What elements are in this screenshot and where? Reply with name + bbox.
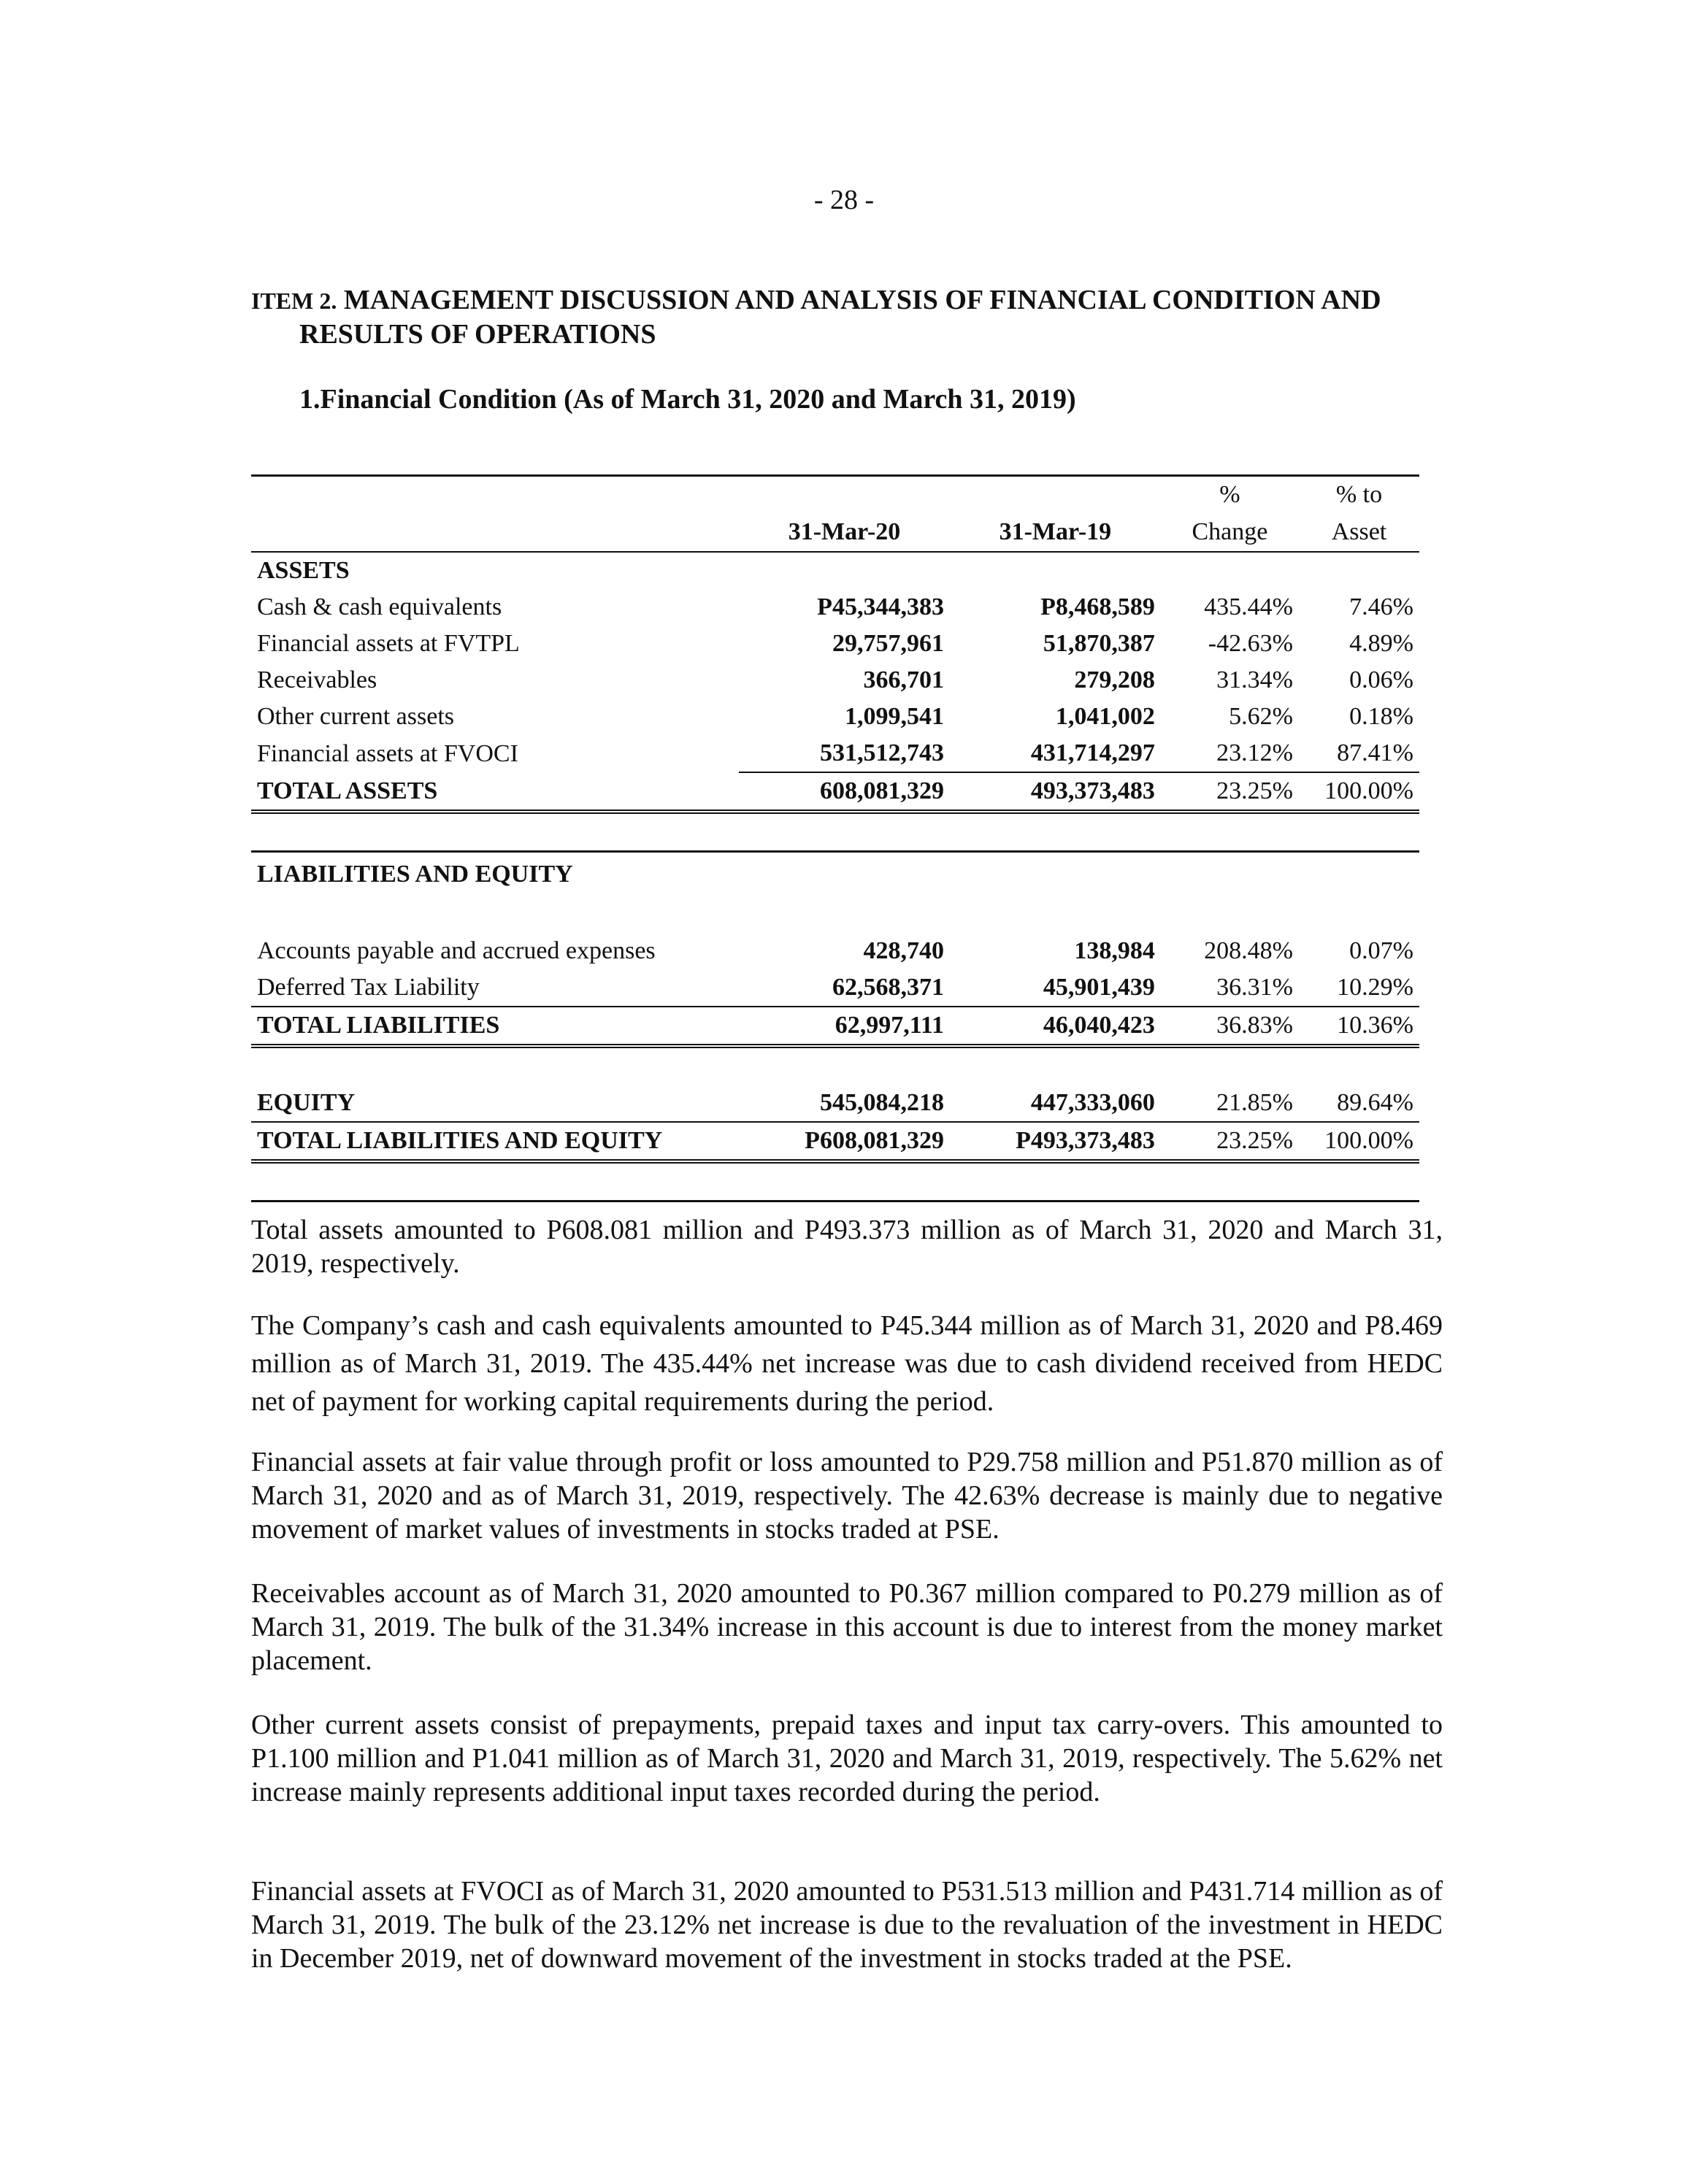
- row-label: EQUITY: [251, 1085, 739, 1122]
- row-value-2019: P8,468,589: [1040, 593, 1155, 620]
- row-label: TOTAL ASSETS: [251, 772, 739, 812]
- row-label: Other current assets: [257, 703, 455, 730]
- row-label: Cash & cash equivalents: [257, 593, 502, 620]
- header-pct-bottom: Change: [1161, 513, 1299, 552]
- total-assets-row: [251, 772, 1419, 812]
- row-pct-to-asset: 4.89%: [1349, 630, 1413, 657]
- header-asset-bottom: Asset: [1299, 513, 1419, 552]
- row-label: Receivables: [257, 666, 377, 693]
- header-asset-top: % to: [1299, 476, 1419, 514]
- table-row: [251, 969, 1419, 1007]
- row-pct-change: 21.85%: [1161, 1085, 1299, 1122]
- header-empty: [251, 513, 739, 552]
- table-row: [251, 933, 1419, 969]
- row-pct-change: 23.12%: [1161, 735, 1299, 772]
- row-pct-to-asset: 0.18%: [1349, 703, 1413, 730]
- row-value-2020: 1,099,541: [844, 703, 944, 730]
- table-header-row-bottom: [251, 513, 1419, 552]
- row-value-2019: 46,040,423: [950, 1007, 1161, 1046]
- paragraph-cash: The Company’s cash and cash equivalents amounted to P45.344 million as of March 31, 2020 and P8.469 million as of March 31, 2019. The 435.44% net increase was due to cash dividend received from HEDC net of payment for working capital requirements during the period.: [251, 1310, 1443, 1417]
- row-value-2020: 428,740: [863, 937, 944, 964]
- section-subheading: 1.Financial Condition (As of March 31, 2020 and March 31, 2019): [299, 384, 1076, 415]
- table-row: [251, 735, 1419, 772]
- row-value-2020: 62,997,111: [739, 1007, 950, 1046]
- row-pct-change: -42.63%: [1208, 630, 1293, 657]
- row-pct-to-asset: 100.00%: [1299, 1122, 1419, 1161]
- row-pct-change: 36.31%: [1161, 969, 1299, 1007]
- section-label-assets: ASSETS: [257, 557, 350, 584]
- row-value-2019: 45,901,439: [950, 969, 1161, 1007]
- row-value-2019: 431,714,297: [950, 735, 1161, 772]
- row-pct-to-asset: 89.64%: [1299, 1085, 1419, 1122]
- header-col-2019: 31-Mar-19: [950, 513, 1161, 552]
- row-label: Deferred Tax Liability: [251, 969, 739, 1007]
- row-label: TOTAL LIABILITIES: [251, 1007, 739, 1046]
- section-row-liabilities-equity: [251, 852, 1419, 897]
- row-pct-change: 5.62%: [1229, 703, 1293, 730]
- total-liabilities-row: [251, 1007, 1419, 1046]
- row-pct-to-asset: 100.00%: [1299, 772, 1419, 812]
- table-row: [251, 699, 1419, 735]
- row-value-2020: 366,701: [863, 666, 944, 693]
- row-pct-to-asset: 0.07%: [1349, 937, 1413, 964]
- header-empty: [739, 476, 950, 514]
- financial-condition-table: [251, 474, 1419, 1217]
- spacer-row: [251, 1046, 1419, 1085]
- spacer-row: [251, 812, 1419, 852]
- paragraph-total-assets: Total assets amounted to P608.081 million and P493.373 million as of March 31, 2020 and March 31, 2019, respectively.: [251, 1215, 1443, 1279]
- row-pct-to-asset: 7.46%: [1349, 593, 1413, 620]
- row-label: TOTAL LIABILITIES AND EQUITY: [251, 1122, 739, 1161]
- row-value-2019: 279,208: [1074, 666, 1155, 693]
- row-value-2019: 447,333,060: [950, 1085, 1161, 1122]
- row-pct-to-asset: 87.41%: [1299, 735, 1419, 772]
- table-row: [251, 626, 1419, 662]
- section-label-liabilities-equity: LIABILITIES AND EQUITY: [251, 852, 1419, 897]
- row-pct-to-asset: 10.36%: [1299, 1007, 1419, 1046]
- row-value-2020: 62,568,371: [739, 969, 950, 1007]
- row-pct-to-asset: 0.06%: [1349, 666, 1413, 693]
- item-title-line2: RESULTS OF OPERATIONS: [299, 319, 656, 350]
- row-value-2020: 531,512,743: [739, 735, 950, 772]
- item-heading: [251, 283, 1478, 351]
- spacer-row: [251, 1161, 1419, 1201]
- item-label: ITEM 2.: [251, 288, 337, 314]
- table-row: [251, 589, 1419, 626]
- row-label: Financial assets at FVOCI: [257, 739, 518, 767]
- row-pct-change: 36.83%: [1161, 1007, 1299, 1046]
- table-row: [251, 662, 1419, 699]
- equity-row: [251, 1085, 1419, 1122]
- row-value-2019: 51,870,387: [1043, 630, 1155, 657]
- page-number: - 28 -: [813, 185, 875, 215]
- spacer-row: [251, 896, 1419, 933]
- row-pct-change: 435.44%: [1204, 593, 1293, 620]
- row-pct-change: 31.34%: [1216, 666, 1293, 693]
- row-label: Financial assets at FVTPL: [257, 630, 520, 657]
- paragraph-other-current-assets: Other current assets consist of prepayments, prepaid taxes and input tax carry-overs. This amounted to P1.100 million and P1.041 million as of March 31, 2020 and March 31, 2019, respectively. The 5.62% net increase mainly represents additional input taxes recorded during the period.: [251, 1710, 1443, 1807]
- header-empty: [251, 476, 739, 514]
- table-header-row-top: [251, 476, 1419, 514]
- row-value-2020: P45,344,383: [817, 593, 944, 620]
- row-label: Accounts payable and accrued expenses: [257, 937, 656, 964]
- row-value-2020: 608,081,329: [739, 772, 950, 812]
- row-value-2019: 493,373,483: [950, 772, 1161, 812]
- row-pct-change: 23.25%: [1161, 1122, 1299, 1161]
- header-pct-top: %: [1161, 476, 1299, 514]
- row-value-2019: 138,984: [1074, 937, 1155, 964]
- paragraph-fvoci: Financial assets at FVOCI as of March 31, 2020 amounted to P531.513 million and P431.714 million as of March 31, 2019. The bulk of the 23.12% net increase is due to the revaluation of the investment in HEDC in December 2019, net of downward movement of the investment in stocks traded at the PSE.: [251, 1876, 1443, 1974]
- header-empty: [950, 476, 1161, 514]
- row-value-2020: 29,757,961: [832, 630, 944, 657]
- row-value-2019: P493,373,483: [950, 1122, 1161, 1161]
- row-pct-to-asset: 10.29%: [1299, 969, 1419, 1007]
- paragraph-receivables: Receivables account as of March 31, 2020 amounted to P0.367 million compared to P0.279 million as of March 31, 2019. The bulk of the 31.34% increase in this account is due to interest from the money market placement.: [251, 1578, 1443, 1676]
- row-pct-change: 23.25%: [1161, 772, 1299, 812]
- row-value-2020: 545,084,218: [739, 1085, 950, 1122]
- item-title-line1: MANAGEMENT DISCUSSION AND ANALYSIS OF FINANCIAL CONDITION AND: [343, 285, 1381, 315]
- total-liabilities-equity-row: [251, 1122, 1419, 1161]
- paragraph-fvtpl: Financial assets at fair value through profit or loss amounted to P29.758 million and P51.870 million as of March 31, 2020 and as of March 31, 2019, respectively. The 42.63% decrease is mainly due to negative movement of market values of investments in stocks traded at PSE.: [251, 1447, 1443, 1545]
- header-col-2020: 31-Mar-20: [739, 513, 950, 552]
- section-row-assets: [251, 552, 1419, 589]
- row-value-2020: P608,081,329: [739, 1122, 950, 1161]
- row-value-2019: 1,041,002: [1055, 703, 1155, 730]
- row-pct-change: 208.48%: [1204, 937, 1293, 964]
